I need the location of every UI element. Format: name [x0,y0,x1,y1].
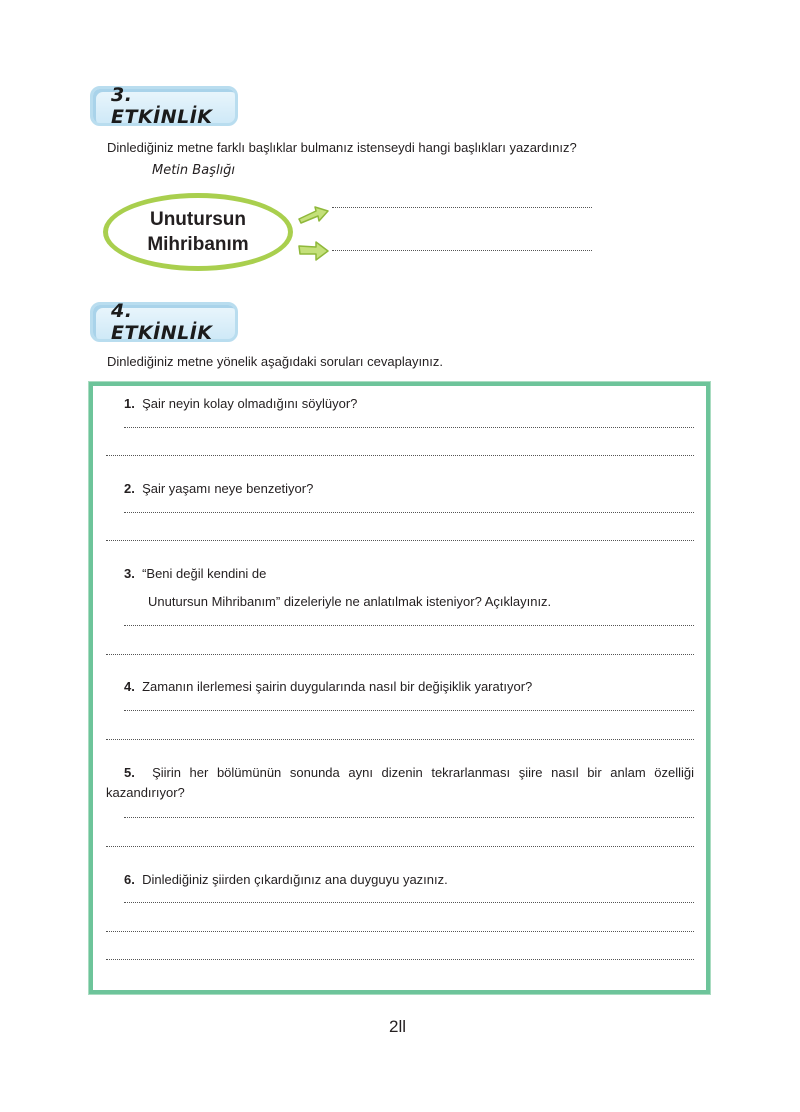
answer-line[interactable] [124,817,694,818]
answer-line[interactable] [106,540,694,541]
metin-basligi-label: Metin Başlığı [152,163,236,178]
page-number: 2ll [389,1017,407,1036]
answer-line[interactable] [124,427,694,428]
question-3: 3. “Beni değil kendini de [124,566,267,581]
answer-line-title-1[interactable] [332,207,592,208]
question-5: 5. Şiirin her bölümünün sonunda aynı dizenin tekrarlanması şiire nasıl bir anlam özelliği [124,765,695,780]
question-4: 4. Zamanın ilerlemesi şairin duygularında nasıl bir değişiklik yaratıyor? [124,679,533,694]
arrow-icon [298,205,330,225]
question-5-line-2: kazandırıyor? [106,785,185,800]
answer-line[interactable] [124,902,694,903]
activity-3-title: 3. ETKİNLİK [111,84,213,128]
answer-line[interactable] [106,455,694,456]
title-ellipse [103,193,293,271]
answer-line[interactable] [106,739,694,740]
activity-3-badge [90,86,238,126]
question-6: 6. Dinlediğiniz şiirden çıkardığınız ana duyguyu yazınız. [124,872,448,887]
question-3-line-2: Unutursun Mihribanım” dizeleriyle ne anlatılmak isteniyor? Açıklayınız. [148,594,552,609]
answer-line[interactable] [106,846,694,847]
answer-line[interactable] [106,654,694,655]
question-2: 2. Şair yaşamı neye benzetiyor? [124,481,314,496]
title-line-2: Mihribanım [147,234,249,255]
activity-4-title: 4. ETKİNLİK [111,300,213,344]
answer-line[interactable] [124,512,694,513]
answer-line[interactable] [106,931,694,932]
question-1: 1. Şair neyin kolay olmadığını söylüyor? [124,396,358,411]
activity-4-badge [90,302,238,342]
activity-4-instruction: Dinlediğiniz metne yönelik aşağıdaki soruları cevaplayınız. [107,354,444,369]
activity-3-instruction: Dinlediğiniz metne farklı başlıklar bulmanız istenseydi hangi başlıkları yazardınız? [107,140,577,155]
arrow-icon [298,241,330,261]
answer-line[interactable] [124,710,694,711]
answer-line[interactable] [124,625,694,626]
answer-line-title-2[interactable] [332,250,592,251]
answer-line[interactable] [106,959,694,960]
title-line-1: Unutursun [149,209,247,230]
